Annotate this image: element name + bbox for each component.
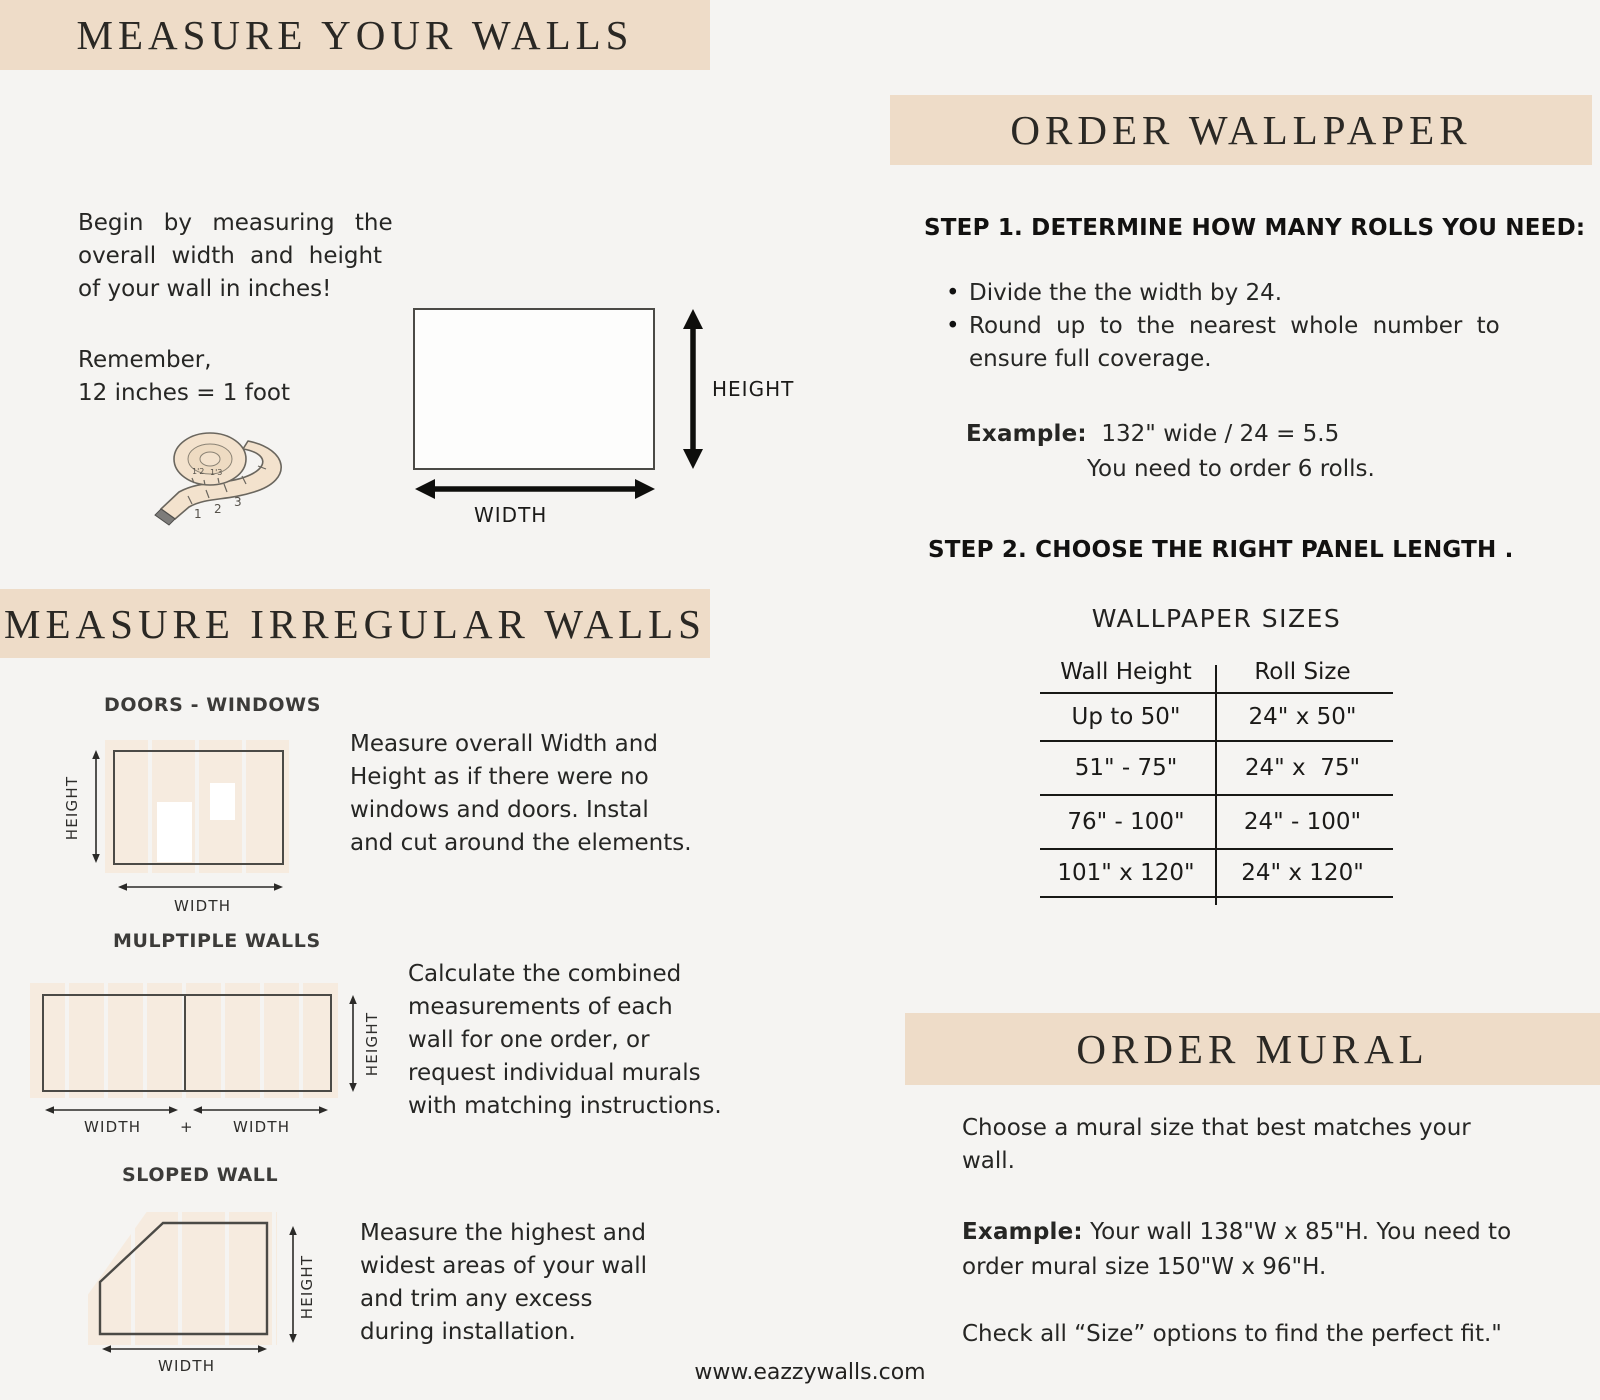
example-result: You need to order 6 rolls.	[1087, 456, 1375, 482]
doors-width-label: WIDTH	[174, 897, 232, 915]
text-line: Measure the highest and	[360, 1220, 646, 1246]
roll-size-cell: 24" x 75"	[1244, 755, 1361, 781]
svg-text:1'2: 1'2	[192, 467, 205, 476]
order-wallpaper-title: ORDER WALLPAPER	[1010, 107, 1472, 153]
text-line: with matching instructions.	[408, 1093, 722, 1119]
plus-sign: +	[180, 1118, 194, 1136]
measure-walls-banner	[0, 0, 710, 70]
width-arrow	[414, 474, 656, 504]
text-line: wall.	[962, 1148, 1015, 1174]
sloped-wall-text	[360, 1217, 647, 1349]
window-shape	[210, 783, 235, 820]
example-calculation: 132" wide / 24 = 5.5	[1101, 421, 1340, 447]
roll-size-cell: 24" x 120"	[1241, 860, 1364, 886]
order-mural-banner	[905, 1013, 1600, 1085]
text-line: request individual murals	[408, 1060, 701, 1086]
example-label: Example:	[962, 1219, 1083, 1245]
text-line: and trim any excess	[360, 1286, 593, 1312]
remember-line: 12 inches = 1 foot	[78, 380, 290, 406]
order-mural-text	[962, 1112, 1471, 1178]
intro-line: overall width and height	[78, 243, 383, 269]
remember-note	[78, 344, 290, 410]
roll-size-cell: 24" x 50"	[1248, 704, 1357, 730]
measure-walls-title: MEASURE YOUR WALLS	[76, 12, 634, 58]
text-line: Check all “Size” options to find the perfect fit."	[962, 1321, 1502, 1347]
step2-heading: STEP 2. CHOOSE THE RIGHT PANEL LENGTH .	[928, 537, 1514, 563]
text-line: Choose a mural size that best matches your	[962, 1115, 1471, 1141]
example-label: Example:	[966, 421, 1087, 447]
wall-height-cell: 76" - 100"	[1067, 809, 1185, 835]
wallpaper-sizes-title: WALLPAPER SIZES	[1091, 604, 1342, 633]
width-label: WIDTH	[474, 503, 548, 527]
wallpaper-sizes-table	[1040, 652, 1393, 898]
doors-height-arrow	[91, 750, 101, 863]
step1-example	[966, 418, 1375, 486]
example-text: Your wall 138"W x 85"H. You need to	[1090, 1219, 1512, 1245]
step1-bullets	[946, 277, 1500, 376]
multiple-width-arrow-left	[45, 1105, 178, 1115]
order-mural-check-note	[962, 1318, 1502, 1351]
intro-line: of your wall in inches!	[78, 276, 332, 302]
intro-line: Begin by measuring the	[78, 210, 393, 236]
sloped-wall-outline	[98, 1221, 270, 1336]
order-mural-title: ORDER MURAL	[1076, 1026, 1429, 1072]
remember-line: Remember,	[78, 347, 212, 373]
svg-text:1: 1	[194, 507, 202, 521]
multiple-walls-label: MULPTIPLE WALLS	[113, 930, 321, 952]
wall-height-cell: Up to 50"	[1071, 704, 1181, 730]
wall-height-cell: 51" - 75"	[1074, 755, 1178, 781]
door-shape	[157, 802, 192, 862]
wall-height-cell: 101" x 120"	[1057, 860, 1195, 886]
doors-windows-label: DOORS - WINDOWS	[104, 694, 321, 716]
multiple-walls-text	[408, 958, 722, 1123]
text-line: during installation.	[360, 1319, 576, 1345]
text-line: measurements of each	[408, 994, 673, 1020]
example-text-line2: order mural size 150"W x 96"H.	[962, 1254, 1327, 1280]
table-column-divider	[1215, 665, 1217, 905]
wall-divider-line	[184, 994, 186, 1092]
svg-text:3: 3	[234, 495, 242, 509]
text-line: Measure overall Width and	[350, 731, 658, 757]
sloped-width-arrow	[102, 1344, 267, 1354]
text-line: Height as if there were no	[350, 764, 649, 790]
text-line: windows and doors. Instal	[350, 797, 649, 823]
text-line: Calculate the combined	[408, 961, 682, 987]
sloped-wall-label: SLOPED WALL	[122, 1164, 279, 1186]
sloped-width-label: WIDTH	[158, 1357, 216, 1375]
column-header-wall-height: Wall Height	[1060, 659, 1192, 685]
text-line: wall for one order, or	[408, 1027, 650, 1053]
height-label: HEIGHT	[712, 377, 795, 401]
tape-measure-icon	[148, 426, 316, 526]
bullet-item-continued: ensure full coverage.	[969, 346, 1212, 372]
text-line: and cut around the elements.	[350, 830, 692, 856]
height-arrow	[678, 308, 708, 470]
measure-walls-intro	[78, 207, 393, 306]
column-header-roll-size: Roll Size	[1254, 659, 1351, 685]
multiple-walls-outline	[42, 994, 332, 1092]
website-url: www.eazzywalls.com	[694, 1360, 926, 1385]
wall-rectangle-diagram	[413, 308, 655, 470]
doors-height-label: HEIGHT	[63, 775, 81, 841]
doors-windows-text	[350, 728, 692, 860]
multiple-width-label-right: WIDTH	[233, 1118, 291, 1136]
doors-windows-wall-outline	[113, 750, 284, 865]
svg-text:1'3: 1'3	[210, 468, 223, 477]
multiple-height-arrow	[348, 995, 358, 1092]
roll-size-cell: 24" - 100"	[1243, 809, 1362, 835]
order-wallpaper-banner	[890, 95, 1592, 165]
doors-width-arrow	[118, 882, 283, 892]
svg-text:2: 2	[214, 502, 222, 516]
sloped-height-label: HEIGHT	[298, 1254, 316, 1320]
multiple-width-label-left: WIDTH	[84, 1118, 142, 1136]
step1-heading: STEP 1. DETERMINE HOW MANY ROLLS YOU NEED:	[924, 215, 1586, 241]
sloped-height-arrow	[288, 1226, 298, 1343]
text-line: widest areas of your wall	[360, 1253, 648, 1279]
bullet-item: • Round up to the nearest whole number to	[946, 310, 1500, 343]
bullet-item: • Divide the the width by 24.	[946, 277, 1500, 310]
measure-irregular-title: MEASURE IRREGULAR WALLS	[4, 600, 706, 647]
multiple-width-arrow-right	[193, 1105, 328, 1115]
multiple-height-label: HEIGHT	[363, 1011, 381, 1077]
order-mural-example	[962, 1216, 1511, 1284]
measure-irregular-banner	[0, 589, 710, 658]
